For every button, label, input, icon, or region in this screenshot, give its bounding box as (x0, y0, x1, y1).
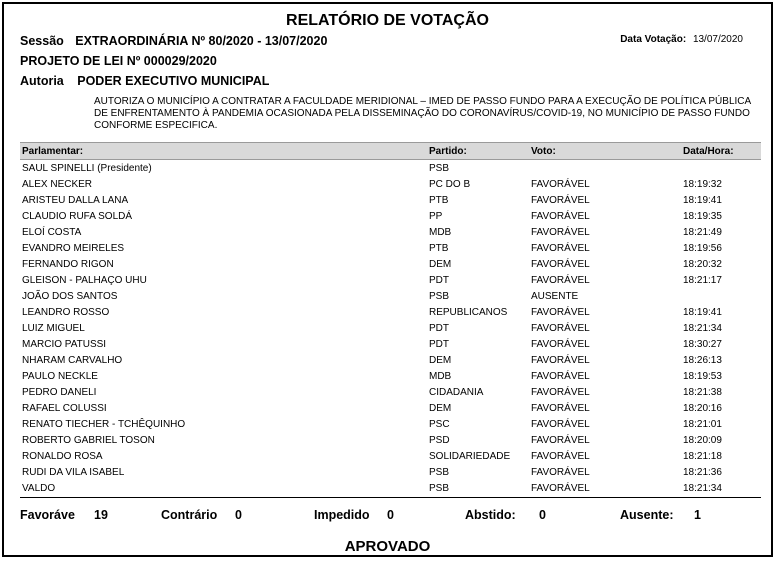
cell-parlamentar: FERNANDO RIGON (22, 258, 114, 270)
cell-data-hora: 18:26:13 (683, 354, 722, 366)
cell-parlamentar: LUIZ MIGUEL (22, 322, 85, 334)
cell-data-hora: 18:19:56 (683, 242, 722, 254)
cell-voto: FAVORÁVEL (531, 338, 590, 350)
favor-value: 19 (94, 508, 108, 522)
cell-parlamentar: ARISTEU DALLA LANA (22, 194, 129, 206)
cell-data-hora: 18:21:49 (683, 226, 722, 238)
totals-divider (20, 497, 761, 498)
cell-voto: FAVORÁVEL (531, 434, 590, 446)
table-row (20, 224, 761, 240)
cell-partido: DEM (429, 402, 452, 414)
table-body (20, 160, 761, 496)
table-row (20, 480, 761, 496)
cell-parlamentar: EVANDRO MEIRELES (22, 242, 125, 254)
table-row (20, 208, 761, 224)
cell-voto: FAVORÁVEL (531, 466, 590, 478)
cell-voto: FAVORÁVEL (531, 322, 590, 334)
cell-data-hora: 18:19:41 (683, 306, 722, 318)
session-value: EXTRAORDINÁRIA Nº 80/2020 - 13/07/2020 (75, 34, 328, 48)
cell-data-hora: 18:20:09 (683, 434, 722, 446)
cell-partido: PDT (429, 274, 449, 286)
cell-data-hora: 18:21:34 (683, 322, 722, 334)
favor-label: Favoráve (20, 508, 75, 522)
cell-parlamentar: RENATO TIECHER - TCHÊQUINHO (22, 418, 186, 430)
author-value: PODER EXECUTIVO MUNICIPAL (77, 74, 270, 88)
cell-partido: PSB (429, 482, 450, 494)
ausente-value: 1 (694, 508, 701, 522)
cell-partido: PSB (429, 162, 450, 174)
table-header (20, 142, 761, 160)
cell-parlamentar: RAFAEL COLUSSI (22, 402, 107, 414)
table-row (20, 384, 761, 400)
cell-voto: FAVORÁVEL (531, 418, 590, 430)
cell-voto: FAVORÁVEL (531, 370, 590, 382)
cell-partido: PSB (429, 466, 450, 478)
cell-data-hora: 18:19:53 (683, 370, 722, 382)
abstido-value: 0 (539, 508, 546, 522)
table-row (20, 176, 761, 192)
cell-voto: AUSENTE (531, 290, 579, 302)
cell-data-hora: 18:20:16 (683, 402, 722, 414)
cell-voto: FAVORÁVEL (531, 482, 590, 494)
report-title: RELATÓRIO DE VOTAÇÃO (286, 12, 489, 29)
session-label: Sessão (20, 34, 64, 48)
vote-date (620, 34, 743, 45)
cell-voto: FAVORÁVEL (531, 354, 590, 366)
cell-partido: PDT (429, 322, 449, 334)
cell-partido: PTB (429, 194, 449, 206)
cell-data-hora: 18:21:01 (683, 418, 722, 430)
cell-partido: MDB (429, 226, 452, 238)
cell-partido: MDB (429, 370, 452, 382)
cell-parlamentar: SAUL SPINELLI (Presidente) (22, 162, 152, 174)
table-row (20, 368, 761, 384)
table-row (20, 336, 761, 352)
votes-table (20, 142, 761, 496)
cell-data-hora: 18:21:18 (683, 450, 722, 462)
ausente-label: Ausente: (620, 508, 674, 522)
header-data-hora: Data/Hora: (683, 145, 734, 157)
cell-voto: FAVORÁVEL (531, 194, 590, 206)
session-line (20, 34, 327, 48)
table-row (20, 352, 761, 368)
cell-voto: FAVORÁVEL (531, 402, 590, 414)
cell-voto: FAVORÁVEL (531, 386, 590, 398)
table-row (20, 432, 761, 448)
cell-parlamentar: CLAUDIO RUFA SOLDÁ (22, 210, 133, 222)
cell-data-hora: 18:21:17 (683, 274, 722, 286)
cell-parlamentar: RONALDO ROSA (22, 450, 103, 462)
vote-date-label: Data Votação: (620, 34, 687, 45)
contra-value: 0 (235, 508, 242, 522)
cell-data-hora: 18:21:38 (683, 386, 722, 398)
cell-parlamentar: PEDRO DANELI (22, 386, 97, 398)
cell-partido: DEM (429, 354, 452, 366)
table-row (20, 288, 761, 304)
table-row (20, 160, 761, 176)
cell-voto: FAVORÁVEL (531, 450, 590, 462)
cell-parlamentar: MARCIO PATUSSI (22, 338, 107, 350)
impedido-value: 0 (387, 508, 394, 522)
cell-parlamentar: JOÃO DOS SANTOS (22, 290, 118, 302)
table-row (20, 240, 761, 256)
cell-parlamentar: ROBERTO GABRIEL TOSON (22, 434, 155, 446)
cell-parlamentar: ALEX NECKER (22, 178, 93, 190)
table-row (20, 464, 761, 480)
cell-parlamentar: PAULO NECKLE (22, 370, 98, 382)
abstido-label: Abstido: (465, 508, 516, 522)
table-row (20, 448, 761, 464)
header-partido: Partido: (429, 145, 467, 157)
header-parlamentar: Parlamentar: (22, 145, 84, 157)
cell-data-hora: 18:19:41 (683, 194, 722, 206)
table-row (20, 256, 761, 272)
table-row (20, 320, 761, 336)
cell-partido: PSD (429, 434, 450, 446)
cell-partido: PDT (429, 338, 449, 350)
cell-parlamentar: LEANDRO ROSSO (22, 306, 110, 318)
cell-voto: FAVORÁVEL (531, 178, 590, 190)
cell-data-hora: 18:21:34 (683, 482, 722, 494)
cell-parlamentar: GLEISON - PALHAÇO UHU (22, 274, 147, 286)
cell-data-hora: 18:30:27 (683, 338, 722, 350)
project-summary: AUTORIZA O MUNICÍPIO A CONTRATAR A FACULDADE MERIDIONAL – IMED DE PASSO FUNDO PARA A EXECUÇÃO DE POLÍTICA PÚBLICA DE ENFRENTAMENTO À PANDEMIA OCASIONADA PELA DISSEMINAÇÃO DO CORONAVÍRUS/COVID-19, NO MUNICÍPIO DE PASSO FUNDO CONFORME ESPECIFICA. (94, 96, 751, 131)
cell-partido: DEM (429, 258, 452, 270)
header-voto: Voto: (531, 145, 556, 157)
cell-data-hora: 18:19:32 (683, 178, 722, 190)
vote-result: APROVADO (344, 538, 431, 555)
cell-data-hora: 18:19:35 (683, 210, 722, 222)
vote-totals (20, 508, 761, 524)
cell-partido: PP (429, 210, 443, 222)
table-row (20, 304, 761, 320)
project-title: PROJETO DE LEI Nº 000029/2020 (20, 54, 217, 68)
cell-partido: REPUBLICANOS (429, 306, 508, 318)
table-row (20, 272, 761, 288)
author-label: Autoria (20, 74, 64, 88)
cell-data-hora: 18:20:32 (683, 258, 722, 270)
contra-label: Contrário (161, 508, 218, 522)
cell-voto: FAVORÁVEL (531, 210, 590, 222)
cell-voto: FAVORÁVEL (531, 306, 590, 318)
cell-voto: FAVORÁVEL (531, 258, 590, 270)
cell-partido: CIDADANIA (429, 386, 484, 398)
cell-voto: FAVORÁVEL (531, 242, 590, 254)
cell-parlamentar: NHARAM CARVALHO (22, 354, 123, 366)
cell-parlamentar: RUDI DA VILA ISABEL (22, 466, 125, 478)
cell-parlamentar: ELOÍ COSTA (22, 226, 82, 238)
author-line (20, 74, 269, 88)
table-row (20, 416, 761, 432)
cell-data-hora: 18:21:36 (683, 466, 722, 478)
table-row (20, 192, 761, 208)
cell-parlamentar: VALDO (22, 482, 56, 494)
impedido-label: Impedido (314, 508, 370, 522)
report-page (2, 2, 773, 557)
cell-partido: PTB (429, 242, 449, 254)
cell-voto: FAVORÁVEL (531, 226, 590, 238)
table-row (20, 400, 761, 416)
cell-voto: FAVORÁVEL (531, 274, 590, 286)
vote-date-value: 13/07/2020 (692, 34, 743, 45)
cell-partido: PC DO B (429, 178, 471, 190)
cell-partido: PSC (429, 418, 450, 430)
cell-partido: PSB (429, 290, 450, 302)
cell-partido: SOLIDARIEDADE (429, 450, 511, 462)
